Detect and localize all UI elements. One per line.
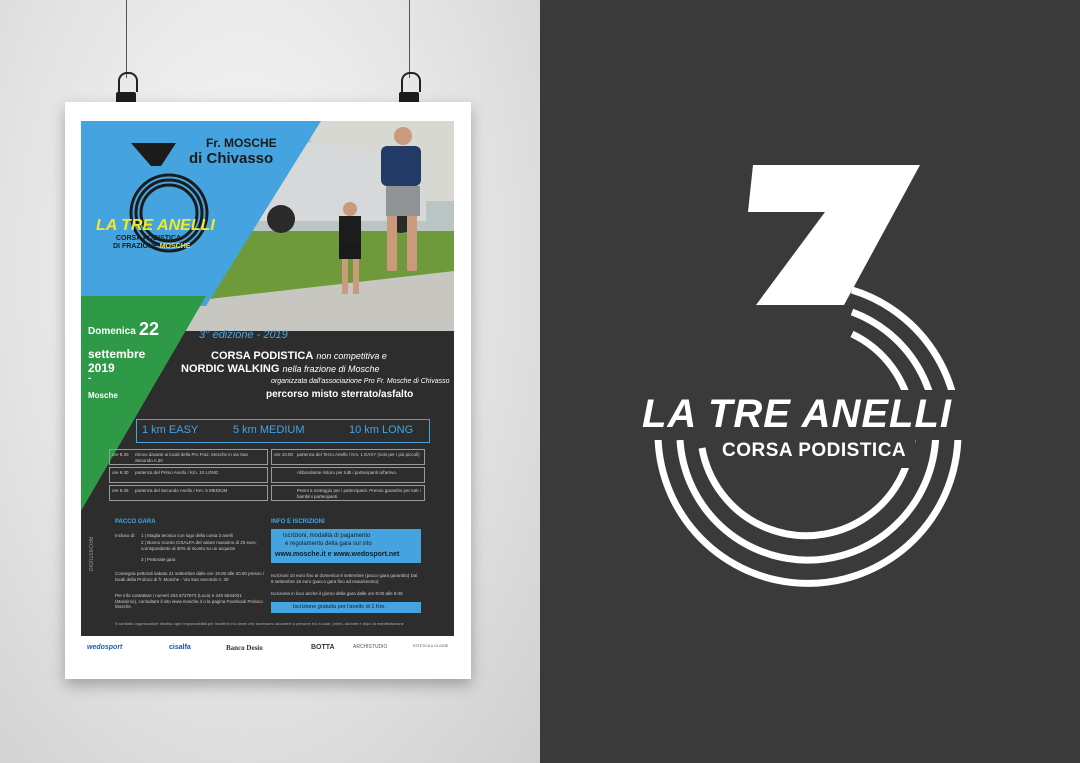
date-place: Mosche: [88, 391, 118, 400]
poster: [65, 102, 471, 679]
info-box: [271, 529, 421, 563]
schedule-time: ore 9.30: [112, 470, 129, 475]
pacco-item: 1 | Maglia tecnica con logo della corsa 3 anelli: [141, 533, 233, 538]
date-month: settembre: [88, 347, 146, 361]
headline1-bold: CORSA PODISTICA: [211, 350, 314, 362]
schedule-text: Premi a sorteggio per i partecipanti. Premio garantito per tutti i bambini partecipanti.: [297, 488, 421, 499]
headline2-bold: NORDIC WALKING: [181, 363, 280, 375]
pacco-item: 2 | Buono sconto CISALFA del valore massimo di 25 euro, corrispondente al 30% di sconto su un acquisto: [141, 540, 257, 551]
date-day-number: 22: [139, 319, 160, 339]
info-title: INFO E ISCRIZIONI: [271, 519, 325, 525]
sponsor-logo: wedosport: [87, 644, 123, 651]
poster-subtitle-line1: CORSA PODISTICA: [116, 235, 182, 242]
schedule-row: [271, 449, 425, 465]
sponsor-logo: Banco Desio: [226, 644, 263, 652]
poster-inner: [81, 121, 454, 661]
free-entry-text: Iscrizione gratuita per l'anello di 1 Km.: [293, 604, 386, 610]
site-and: e: [327, 551, 332, 558]
sponsor-logo: BOTTA: [311, 644, 335, 651]
iscrizioni-loco-text: Iscrizione in loco anche il giorno della gara dalle ore 8:00 alle 8:45: [271, 591, 403, 596]
schedule-time: ore 9.45: [112, 488, 129, 493]
info-box-line2: e regolamento della gara sul sito: [285, 541, 372, 547]
terrain-line: percorso misto sterrato/asfalto: [266, 389, 414, 400]
hanging-wire-left: [126, 0, 127, 78]
edition-label: 3° edizione - 2019: [199, 329, 288, 341]
consegna-text: Consegna pettorali sabato 21 settembre dalle ore 18.00 alle 20.00 presso i locali della Proloco di fr. Mosche - Via San secondo n. 30: [115, 571, 264, 582]
site-wedosport[interactable]: www.wedosport.net: [333, 551, 400, 558]
subtitle-highlight: MOSCHE: [159, 243, 191, 250]
headline1-rest: non competitiva e: [316, 351, 387, 361]
hanging-wire-right: [409, 0, 410, 78]
poster-event-name: LA TRE ANELLI: [96, 217, 215, 234]
headline-line2: [181, 363, 380, 375]
headline-line1: [211, 350, 387, 362]
sponsor-logo: ARCHISTUDIO: [353, 644, 388, 650]
logo-z-shape: [748, 165, 920, 305]
schedule-row: [271, 467, 425, 483]
contatti-text: Per info contattare i numeri 334 6727673 (Luca) e 340 5544021 (Massimo), consultare il sito www.mosche.it o la pagina Facebook Proloco Mosche.: [115, 593, 263, 609]
schedule-row: [271, 485, 425, 501]
site-mosche[interactable]: www.mosche.it: [275, 551, 326, 558]
schedule-time: ore 8.30: [112, 452, 129, 457]
poster-location-line1: Fr. MOSCHE: [206, 136, 277, 150]
logo-subtitle: CORSA PODISTICA: [722, 440, 907, 461]
clip-ring-left: [118, 72, 138, 92]
sponsor-strip: [81, 636, 454, 661]
logo-title: LA TRE ANELLI: [642, 392, 953, 436]
schedule-text: partenza del Terzo Anello / Km. 1 EASY (solo per i più piccoli): [297, 452, 420, 457]
info-box-line1: Iscrizioni, modalità di pagamento: [283, 533, 371, 539]
schedule-text: Abbondante ristoro per tutti i partecipanti all'arrivo.: [297, 470, 398, 475]
tre-anelli-logo: [540, 0, 1080, 763]
pacco-title: PACCO GARA: [115, 519, 156, 525]
sponsor-logo: ESTETICA & GLICINE: [413, 644, 449, 648]
distance-5km: 5 km MEDIUM: [233, 424, 305, 436]
distances-bar: [136, 419, 430, 443]
poster-location-line2: di Chivasso: [189, 150, 274, 167]
date-year: 2019: [88, 361, 115, 375]
iscrizioni-text: Iscrizioni 10 euro fino al domenica 8 settembre (pacco gara garantito) Dal 9 settembre 15 euro (pacco gara fino ad esaurimento): [271, 573, 418, 584]
subtitle-prefix: DI FRAZIONE: [113, 243, 158, 250]
disclaimer-text: Il comitato organizzatore declina ogni responsabilità per incidenti e/o danni che dovessero accadere a persone e/o a cose, prima, durante e dopo la manifestazione: [115, 621, 404, 626]
schedule-text: ritrovo davanti ai locali della Pro Fraz. Mosche in via San Secondo n.30: [135, 452, 249, 463]
schedule-time: ore 10.00: [274, 452, 294, 457]
organizer-line: organizzata dall'associazione Pro Fr. Mosche di Chivasso: [271, 378, 450, 385]
pacco-label: Incluso di:: [115, 533, 136, 538]
distance-1km: 1 km EASY: [142, 424, 199, 436]
poster-subtitle-line2: [113, 243, 190, 250]
schedule-row: [109, 485, 268, 501]
schedule-text: partenza del Primo Anello / Km. 10 LONG: [135, 470, 219, 475]
sponsor-logo: cisalfa: [169, 644, 191, 651]
site-links: [275, 551, 399, 558]
schedule-row: [109, 467, 268, 483]
distance-10km: 10 km LONG: [349, 424, 414, 436]
date-day-label: Domenica: [88, 326, 136, 337]
headline2-rest: nella frazione di Mosche: [282, 364, 380, 374]
schedule-text: partenza del Secondo Anello / Km. 5 MEDIUM: [135, 488, 228, 493]
pacco-item: 3 | Pettorale gara: [141, 557, 176, 562]
date-dash: -: [88, 373, 92, 384]
clip-ring-right: [401, 72, 421, 92]
side-vertical-text: ARCHISTUDIO: [87, 536, 94, 572]
free-entry-box: [271, 602, 421, 613]
schedule-row: [109, 449, 268, 465]
